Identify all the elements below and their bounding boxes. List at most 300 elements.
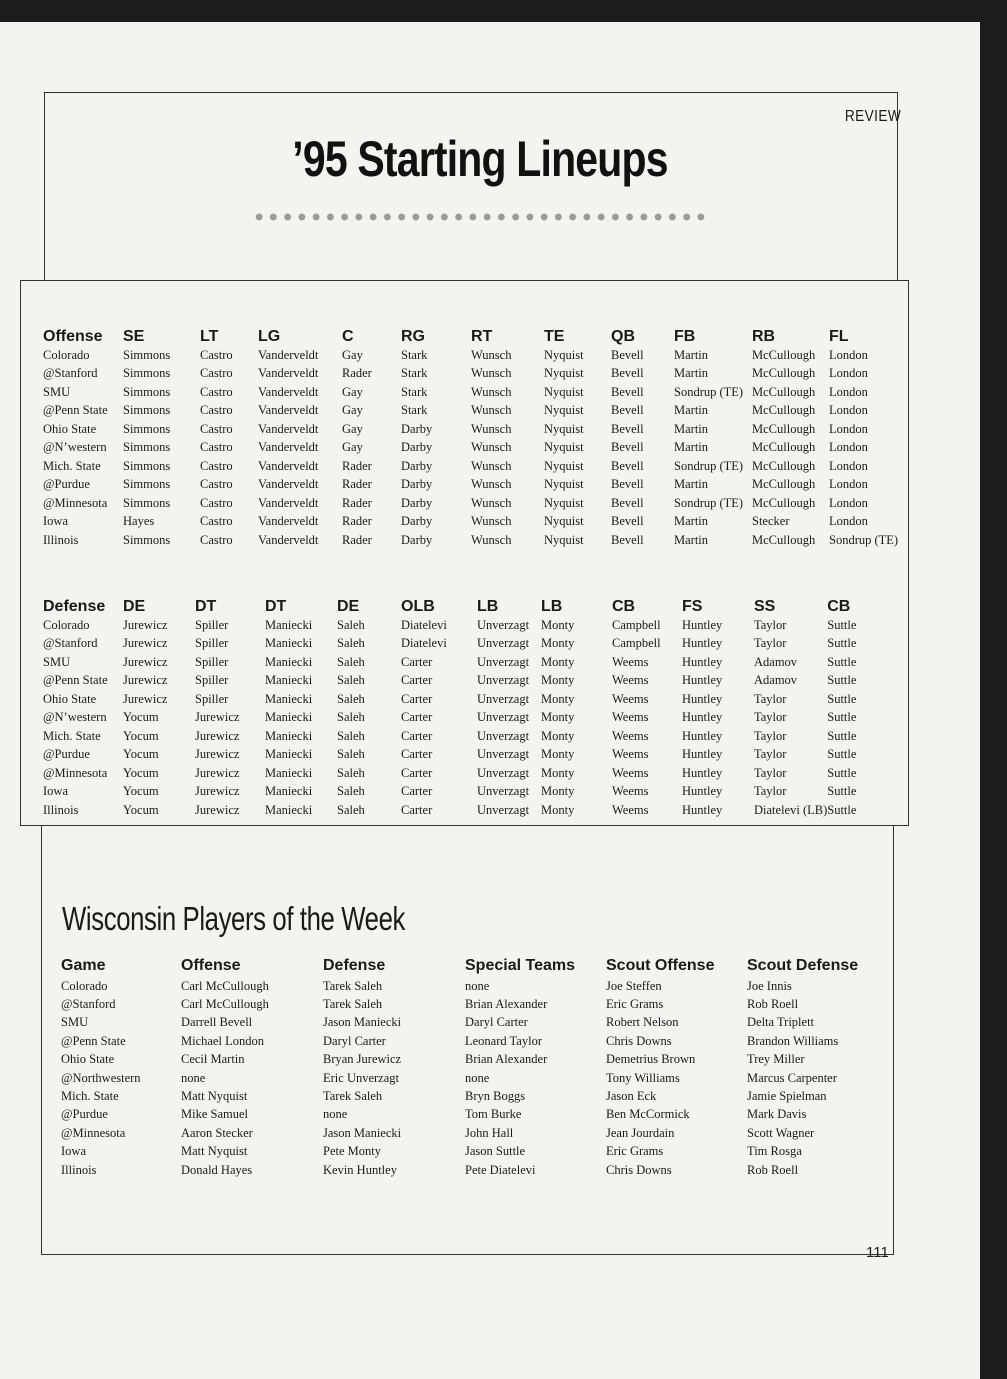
table-row [61,1032,887,1050]
player-cell: Leonard Taylor [465,1033,542,1048]
player-cell: Monty [541,617,575,632]
player-cell: Huntley [682,691,723,706]
player-cell: Bevell [611,403,644,418]
player-cell: Kevin Huntley [323,1162,397,1177]
player-cell: Chris Downs [606,1162,672,1177]
player-cell: Huntley [682,747,723,762]
player-cell: Nyquist [544,495,584,510]
player-cell: Vanderveldt [258,495,319,510]
player-cell: Suttle [827,710,857,725]
player-cell: Rader [342,458,372,473]
player-cell: Martin [674,347,709,362]
table-row [61,1106,887,1124]
player-cell: Rader [342,366,372,381]
player-cell: London [829,440,868,455]
player-cell: Pete Monty [323,1144,381,1159]
player-cell: Huntley [682,654,723,669]
player-cell: Castro [200,477,233,492]
table-row [61,977,887,995]
player-cell: Wunsch [471,384,512,399]
defense-column-header: Defense [43,598,106,615]
player-cell: Unverzagt [477,691,530,706]
defense-column-header: DE [337,598,360,615]
player-cell: Monty [541,636,575,651]
player-cell: Castro [200,421,233,436]
player-cell: Jurewicz [195,747,240,762]
game-cell: @Purdue [61,1107,108,1122]
player-cell: Wunsch [471,495,512,510]
player-cell: Bevell [611,477,644,492]
player-cell: Darby [401,421,433,436]
player-cell: Campbell [612,636,661,651]
player-cell: Ben McCormick [606,1107,690,1122]
game-cell: @Purdue [43,747,90,762]
player-cell: Monty [541,728,575,743]
player-cell: Eric Grams [606,997,664,1012]
defense-column-header: DT [195,598,217,615]
offense-column-header: QB [611,328,635,345]
offense-column-header: RT [471,328,493,345]
player-cell: Weems [612,747,649,762]
player-cell: Martin [674,477,709,492]
player-cell: Jurewicz [123,691,168,706]
player-cell: Chris Downs [606,1033,672,1048]
player-cell: Stecker [752,514,790,529]
player-cell: Joe Steffen [606,978,662,993]
game-cell: @Stanford [43,366,98,381]
player-cell: McCullough [752,366,816,381]
player-cell: Weems [612,710,649,725]
player-cell: Tarek Saleh [323,997,383,1012]
offense-column-header: RB [752,328,776,345]
player-cell: Yocum [123,728,159,743]
player-cell: Carter [401,802,433,817]
table-row [61,1161,887,1179]
table-row [43,346,909,365]
player-cell: Vanderveldt [258,477,319,492]
table-row [43,531,909,550]
player-cell: Saleh [337,673,365,688]
player-cell: Suttle [827,784,857,799]
game-cell: @Stanford [61,997,116,1012]
player-cell: Gay [342,403,363,418]
player-cell: Unverzagt [477,765,530,780]
player-cell: Sondrup (TE) [674,495,744,510]
player-cell: Carter [401,784,433,799]
player-cell: Jurewicz [195,784,240,799]
player-cell: Rader [342,532,372,547]
player-cell: Saleh [337,654,365,669]
player-cell: McCullough [752,403,816,418]
title-dot-rule [252,212,708,222]
player-cell: none [465,978,490,993]
game-cell: Ohio State [61,1052,115,1067]
player-cell: Nyquist [544,366,584,381]
player-cell: Darby [401,532,433,547]
player-cell: Jurewicz [123,636,168,651]
game-cell: Illinois [43,802,79,817]
player-cell: Darby [401,514,433,529]
player-cell: Tom Burke [465,1107,522,1122]
player-cell: Robert Nelson [606,1015,679,1030]
player-cell: Yocum [123,710,159,725]
player-cell: Castro [200,458,233,473]
player-cell: Scott Wagner [747,1125,815,1140]
player-cell: Campbell [612,617,661,632]
players-column-header: Scout Defense [747,957,859,974]
offense-column-header: SE [123,328,145,345]
player-cell: Daryl Carter [323,1033,386,1048]
player-cell: Huntley [682,784,723,799]
player-cell: McCullough [752,532,816,547]
game-cell: @Penn State [61,1033,126,1048]
game-cell: Iowa [61,1144,86,1159]
player-cell: Martin [674,532,709,547]
player-cell: Jurewicz [123,617,168,632]
defense-column-header: SS [754,598,776,615]
game-cell: @Minnesota [61,1125,126,1140]
player-cell: Suttle [827,765,857,780]
player-cell: Taylor [754,728,787,743]
table-row [61,1051,887,1069]
defense-column-header: LB [477,598,499,615]
player-cell: Rob Roell [747,997,799,1012]
section-label: REVIEW [844,108,901,125]
player-cell: Darby [401,495,433,510]
player-cell: Maniecki [265,802,313,817]
player-cell: Maniecki [265,636,313,651]
player-cell: Castro [200,495,233,510]
player-cell: London [829,514,868,529]
offense-column-header: C [342,328,354,345]
table-row [43,365,909,384]
table-row [43,616,907,635]
player-cell: Saleh [337,747,365,762]
offense-column-header: RG [401,328,425,345]
player-cell: Yocum [123,784,159,799]
player-cell: Matt Nyquist [181,1089,248,1104]
table-row [43,746,907,765]
player-cell: Huntley [682,765,723,780]
player-cell: Sondrup (TE) [829,532,899,547]
table-row [43,801,907,820]
player-cell: Nyquist [544,514,584,529]
player-cell: Jason Maniecki [323,1125,402,1140]
game-cell: @Penn State [43,673,108,688]
player-cell: Nyquist [544,347,584,362]
player-cell: Unverzagt [477,636,530,651]
player-cell: Castro [200,366,233,381]
player-cell: London [829,347,868,362]
player-cell: London [829,495,868,510]
player-cell: Bryn Boggs [465,1089,526,1104]
player-cell: Sondrup (TE) [674,458,744,473]
table-row [43,783,907,802]
player-cell: Taylor [754,784,787,799]
table-row [43,402,909,421]
players-of-week-table [61,955,887,1179]
player-cell: Michael London [181,1033,264,1048]
player-cell: none [181,1070,206,1085]
player-cell: Huntley [682,710,723,725]
player-cell: Monty [541,673,575,688]
player-cell: Simmons [123,384,171,399]
player-cell: Nyquist [544,384,584,399]
page-title: ’95 Starting Lineups [292,131,668,187]
player-cell: Martin [674,366,709,381]
players-column-header: Game [61,957,106,974]
player-cell: Saleh [337,728,365,743]
defense-column-header: DE [123,598,146,615]
player-cell: Aaron Stecker [181,1125,253,1140]
game-cell: @Purdue [43,477,90,492]
game-cell: @Minnesota [43,495,108,510]
top-frame [44,92,898,305]
player-cell: Wunsch [471,347,512,362]
player-cell: Huntley [682,636,723,651]
player-cell: Maniecki [265,654,313,669]
player-cell: Donald Hayes [181,1162,253,1177]
player-cell: Pete Diatelevi [465,1162,536,1177]
player-cell: Vanderveldt [258,532,319,547]
player-cell: Taylor [754,617,787,632]
player-cell: Weems [612,784,649,799]
player-cell: McCullough [752,347,816,362]
player-cell: Nyquist [544,440,584,455]
player-cell: Monty [541,747,575,762]
table-row [61,1124,887,1142]
table-row [61,995,887,1013]
player-cell: Carter [401,673,433,688]
table-row [43,709,907,728]
player-cell: McCullough [752,477,816,492]
player-cell: Wunsch [471,532,512,547]
player-cell: Maniecki [265,784,313,799]
player-cell: Jurewicz [123,673,168,688]
players-column-header: Scout Offense [606,957,715,974]
player-cell: Unverzagt [477,802,530,817]
player-cell: Tim Rosga [747,1144,802,1159]
player-cell: Maniecki [265,728,313,743]
offense-column-header: FL [829,328,849,345]
player-cell: Wunsch [471,403,512,418]
game-cell: Illinois [43,532,79,547]
player-cell: Darrell Bevell [181,1015,253,1030]
player-cell: Nyquist [544,477,584,492]
player-cell: Daryl Carter [465,1015,528,1030]
player-cell: Mike Samuel [181,1107,249,1122]
player-cell: Eric Grams [606,1144,664,1159]
player-cell: Adamov [754,673,798,688]
player-cell: Wunsch [471,440,512,455]
player-cell: Simmons [123,421,171,436]
player-cell: Vanderveldt [258,347,319,362]
player-cell: Carter [401,728,433,743]
player-cell: Delta Triplett [747,1015,815,1030]
table-row [43,690,907,709]
game-cell: Iowa [43,514,68,529]
game-cell: Ohio State [43,691,97,706]
player-cell: Brian Alexander [465,1052,548,1067]
game-cell: Mich. State [43,728,101,743]
player-cell: Rader [342,514,372,529]
game-cell: Mich. State [61,1089,119,1104]
player-cell: Monty [541,710,575,725]
player-cell: Diatelevi [401,617,447,632]
player-cell: Wunsch [471,421,512,436]
table-row [61,1069,887,1087]
player-cell: Carl McCullough [181,978,269,993]
player-cell: Tarek Saleh [323,978,383,993]
player-cell: Wunsch [471,458,512,473]
player-cell: Spiller [195,654,229,669]
player-cell: Tarek Saleh [323,1089,383,1104]
player-cell: Unverzagt [477,654,530,669]
offense-column-header: FB [674,328,696,345]
player-cell: Unverzagt [477,710,530,725]
player-cell: Jason Eck [606,1089,657,1104]
offense-column-header: Offense [43,328,103,345]
player-cell: Gay [342,440,363,455]
defense-column-header: CB [612,598,636,615]
player-cell: Demetrius Brown [606,1052,696,1067]
player-cell: Vanderveldt [258,384,319,399]
player-cell: Simmons [123,366,171,381]
player-cell: Saleh [337,617,365,632]
player-cell: Maniecki [265,691,313,706]
player-cell: Brandon Williams [747,1033,839,1048]
player-cell: Jurewicz [195,710,240,725]
player-cell: Jurewicz [123,654,168,669]
players-of-week-title: Wisconsin Players of the Week [62,900,405,937]
player-cell: Stark [401,384,428,399]
defense-column-header: OLB [401,598,435,615]
player-cell: Suttle [827,654,857,669]
player-cell: Saleh [337,802,365,817]
player-cell: Yocum [123,747,159,762]
player-cell: Carter [401,747,433,762]
player-cell: Unverzagt [477,617,530,632]
player-cell: Carter [401,654,433,669]
defense-column-header: DT [265,598,287,615]
offense-column-header: LT [200,328,219,345]
player-cell: Tony Williams [606,1070,680,1085]
player-cell: Unverzagt [477,784,530,799]
offense-lineup-table [43,322,909,550]
player-cell: Stark [401,403,428,418]
player-cell: Darby [401,440,433,455]
player-cell: Matt Nyquist [181,1144,248,1159]
table-row [61,1014,887,1032]
player-cell: Carter [401,691,433,706]
player-cell: Saleh [337,636,365,651]
game-cell: SMU [43,654,71,669]
player-cell: Taylor [754,691,787,706]
player-cell: Wunsch [471,477,512,492]
player-cell: Cecil Martin [181,1052,245,1067]
player-cell: London [829,458,868,473]
player-cell: Darby [401,477,433,492]
player-cell: Jamie Spielman [747,1089,827,1104]
table-row [43,513,909,532]
player-cell: Saleh [337,691,365,706]
player-cell: Martin [674,514,709,529]
player-cell: Monty [541,654,575,669]
player-cell: Spiller [195,691,229,706]
game-cell: Mich. State [43,458,101,473]
player-cell: Saleh [337,710,365,725]
player-cell: Jason Maniecki [323,1015,402,1030]
player-cell: John Hall [465,1125,514,1140]
player-cell: McCullough [752,384,816,399]
player-cell: London [829,366,868,381]
player-cell: Simmons [123,532,171,547]
player-cell: Stark [401,347,428,362]
player-cell: Carl McCullough [181,997,269,1012]
player-cell: Vanderveldt [258,514,319,529]
player-cell: Bevell [611,514,644,529]
player-cell: Taylor [754,765,787,780]
defense-column-header: FS [682,598,703,615]
player-cell: McCullough [752,440,816,455]
player-cell: Sondrup (TE) [674,384,744,399]
player-cell: Suttle [827,673,857,688]
game-cell: @Northwestern [61,1070,141,1085]
player-cell: Simmons [123,347,171,362]
game-cell: SMU [43,384,71,399]
player-cell: Gay [342,384,363,399]
player-cell: Huntley [682,802,723,817]
game-cell: Colorado [43,617,90,632]
game-cell: @Penn State [43,403,108,418]
game-cell: Iowa [43,784,68,799]
player-cell: Marcus Carpenter [747,1070,837,1085]
player-cell: Simmons [123,495,171,510]
game-cell: Illinois [61,1162,97,1177]
player-cell: Weems [612,728,649,743]
table-row [43,476,909,495]
table-row [43,672,907,691]
player-cell: Martin [674,421,709,436]
player-cell: Mark Davis [747,1107,807,1122]
player-cell: Jason Suttle [465,1144,526,1159]
player-cell: London [829,477,868,492]
player-cell: Vanderveldt [258,366,319,381]
player-cell: Castro [200,384,233,399]
page-number: 111 [866,1244,889,1261]
player-cell: Suttle [827,802,857,817]
player-cell: Joe Innis [747,978,792,993]
player-cell: Trey Miller [747,1052,805,1067]
player-cell: Vanderveldt [258,421,319,436]
table-row [61,1087,887,1105]
player-cell: Diatelevi [401,636,447,651]
player-cell: Bevell [611,458,644,473]
player-cell: Vanderveldt [258,458,319,473]
player-cell: Monty [541,802,575,817]
player-cell: Huntley [682,728,723,743]
player-cell: Castro [200,347,233,362]
player-cell: McCullough [752,495,816,510]
player-cell: Simmons [123,403,171,418]
game-cell: Colorado [43,347,90,362]
game-cell: @N’western [43,710,107,725]
offense-column-header: TE [544,328,565,345]
table-row [43,764,907,783]
player-cell: Saleh [337,765,365,780]
player-cell: none [465,1070,490,1085]
player-cell: Bevell [611,366,644,381]
